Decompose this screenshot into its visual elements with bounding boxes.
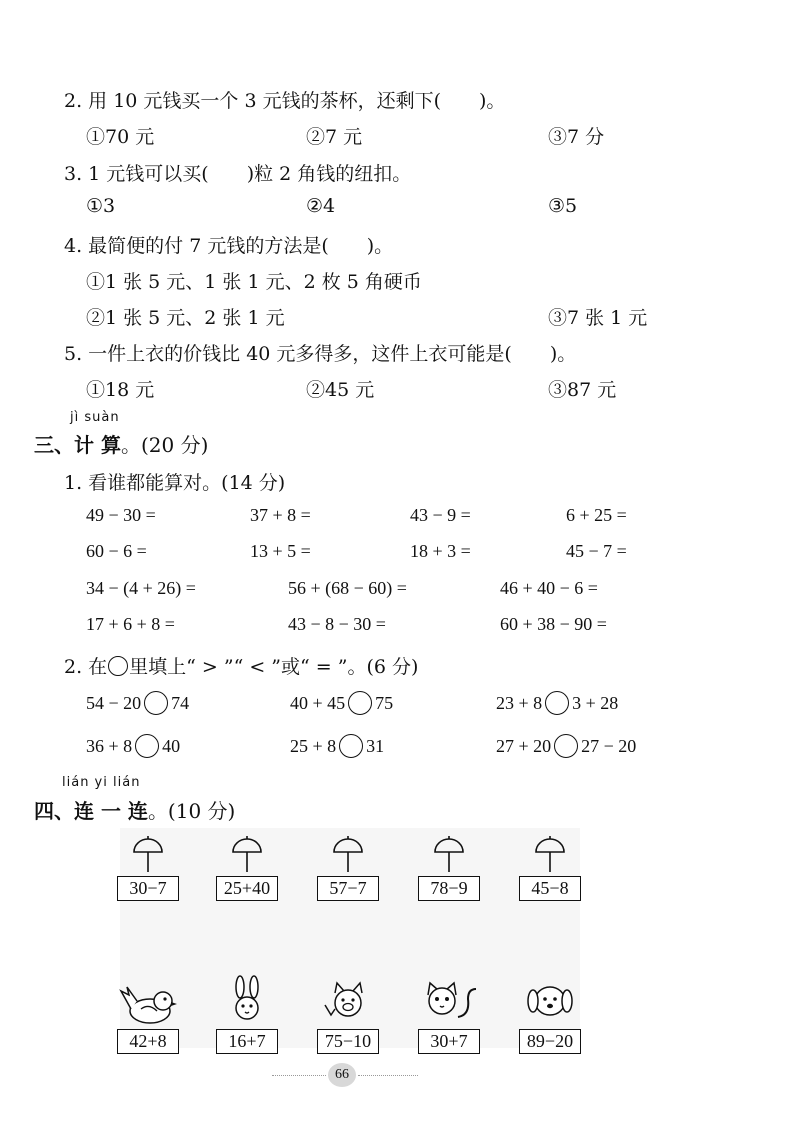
calc-item: 60 + 38 − 90 = [500, 614, 607, 634]
compare-circle[interactable] [135, 734, 159, 758]
sec3-heading [34, 429, 208, 458]
animal-card[interactable] [317, 975, 379, 1054]
sec3-score: 。(20 分) [120, 433, 209, 457]
calc-item: 43 − 9 = [410, 505, 471, 525]
bird-icon [117, 975, 179, 1025]
q4-option-1[interactable]: ①1 张 5 元、1 张 1 元、2 枚 5 角硬币 [86, 271, 422, 293]
calc-item: 13 + 5 = [250, 541, 311, 561]
sec3-part2-title [64, 652, 418, 679]
umbrella-card[interactable] [317, 830, 379, 901]
sec4-title: 四、连 一 连 [34, 799, 148, 823]
umbrella-icon [216, 830, 278, 872]
compare-item [290, 691, 393, 715]
q5-option-1[interactable]: ①18 元 [86, 379, 155, 401]
q2-option-2[interactable]: ②7 元 [306, 126, 363, 148]
animal-card[interactable] [216, 975, 278, 1054]
question-2: 2. 用 10 元钱买一个 3 元钱的茶杯，还剩下( )。 [64, 90, 506, 112]
compare-right: 27 − 20 [581, 735, 637, 756]
animal-card[interactable] [519, 975, 581, 1054]
compare-left: 54 − 20 [86, 692, 142, 713]
question-3: 3. 1 元钱可以买( )粒 2 角钱的纽扣。 [64, 163, 412, 185]
q3-option-3[interactable]: ③5 [548, 195, 578, 217]
q5-option-2[interactable]: ②45 元 [306, 379, 375, 401]
p2-text-b: 里填上“ > ”“ < ”或“ = ”。(6 分) [129, 656, 419, 678]
umbrella-card[interactable] [418, 830, 480, 901]
compare-right: 31 [366, 735, 385, 756]
calc-item: 34 − (4 + 26) = [86, 578, 196, 598]
compare-left: 36 + 8 [86, 735, 133, 756]
q2-option-3[interactable]: ③7 分 [548, 126, 605, 148]
umbrella-icon [519, 830, 581, 872]
umbrella-card[interactable] [216, 830, 278, 901]
calc-item: 43 − 8 − 30 = [288, 614, 386, 634]
umbrella-label: 25+40 [216, 876, 278, 901]
compare-item [86, 734, 180, 758]
q3-option-2[interactable]: ②4 [306, 195, 336, 217]
calc-item: 60 − 6 = [86, 541, 147, 561]
compare-item [290, 734, 384, 758]
sec4-pinyin: lián yi lián [62, 775, 141, 790]
umbrella-label: 78−9 [418, 876, 480, 901]
compare-circle[interactable] [554, 734, 578, 758]
animal-card[interactable] [117, 975, 179, 1054]
umbrella-label: 45−8 [519, 876, 581, 901]
compare-circle[interactable] [144, 691, 168, 715]
compare-left: 25 + 8 [290, 735, 337, 756]
animal-label: 42+8 [117, 1029, 179, 1054]
animal-label: 89−20 [519, 1029, 581, 1054]
calc-item: 49 − 30 = [86, 505, 156, 525]
page-number: 66 [328, 1063, 356, 1087]
q2-option-1[interactable]: ①70 元 [86, 126, 155, 148]
umbrella-label: 57−7 [317, 876, 379, 901]
compare-circle[interactable] [348, 691, 372, 715]
umbrella-card[interactable] [117, 830, 179, 901]
compare-right: 74 [171, 692, 190, 713]
animal-label: 30+7 [418, 1029, 480, 1054]
calc-item: 56 + (68 − 60) = [288, 578, 407, 598]
compare-item [496, 734, 636, 758]
q4-option-3[interactable]: ③7 张 1 元 [548, 307, 648, 329]
animal-label: 75−10 [317, 1029, 379, 1054]
p2-text-a: 2. 在 [64, 656, 108, 678]
umbrella-label: 30−7 [117, 876, 179, 901]
sec3-title: 三、计 算 [34, 433, 121, 457]
animal-label: 16+7 [216, 1029, 278, 1054]
dog-icon [519, 975, 581, 1025]
umbrella-card[interactable] [519, 830, 581, 901]
compare-left: 23 + 8 [496, 692, 543, 713]
cat-icon [418, 975, 480, 1025]
q5-option-3[interactable]: ③87 元 [548, 379, 617, 401]
sec4-score: 。(10 分) [147, 799, 236, 823]
compare-left: 40 + 45 [290, 692, 346, 713]
sec4-heading [34, 795, 235, 824]
footer-divider-left [272, 1075, 326, 1076]
umbrella-icon [418, 830, 480, 872]
animal-card[interactable] [418, 975, 480, 1054]
compare-right: 3 + 28 [572, 692, 619, 713]
footer-divider-right [358, 1075, 418, 1076]
umbrella-icon [317, 830, 379, 872]
sec3-part1-title: 1. 看谁都能算对。(14 分) [64, 472, 286, 494]
compare-left: 27 + 20 [496, 735, 552, 756]
calc-item: 6 + 25 = [566, 505, 627, 525]
q4-option-2[interactable]: ②1 张 5 元、2 张 1 元 [86, 307, 285, 329]
compare-circle[interactable] [545, 691, 569, 715]
rabbit-icon [216, 975, 278, 1025]
compare-circle[interactable] [339, 734, 363, 758]
calc-item: 17 + 6 + 8 = [86, 614, 175, 634]
compare-item [86, 691, 189, 715]
calc-item: 18 + 3 = [410, 541, 471, 561]
q3-option-1[interactable]: ①3 [86, 195, 116, 217]
calc-item: 45 − 7 = [566, 541, 627, 561]
calc-item: 46 + 40 − 6 = [500, 578, 598, 598]
question-4: 4. 最简便的付 7 元钱的方法是( )。 [64, 235, 394, 257]
sec3-pinyin: jì suàn [70, 410, 120, 425]
compare-right: 75 [375, 692, 394, 713]
compare-item [496, 691, 618, 715]
circle-icon [108, 656, 128, 676]
compare-right: 40 [162, 735, 181, 756]
umbrella-icon [117, 830, 179, 872]
calc-item: 37 + 8 = [250, 505, 311, 525]
question-5: 5. 一件上衣的价钱比 40 元多得多，这件上衣可能是( )。 [64, 343, 577, 365]
pig-icon [317, 975, 379, 1025]
